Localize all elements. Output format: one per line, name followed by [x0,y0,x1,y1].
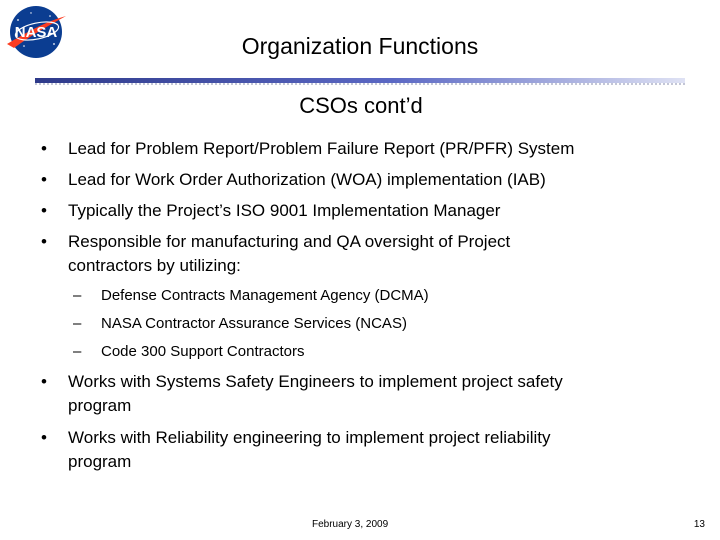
bullet-item [41,426,688,474]
bullet-item [41,199,688,223]
bullet-item [41,370,688,418]
bullet-text: Lead for Problem Report/Problem Failure Report (PR/PFR) System [68,139,575,158]
bullet-marker: • [41,139,47,158]
sub-bullet-item [73,342,661,362]
bullet-text-continued: program [68,396,132,415]
bullet-item [41,137,688,161]
sub-bullet-marker: – [73,343,82,360]
bullet-text: Typically the Project’s ISO 9001 Implementation Manager [68,201,501,220]
footer-date: February 3, 2009 [312,519,389,530]
sub-bullet-text: Code 300 Support Contractors [101,343,305,360]
bullet-marker: • [41,201,47,220]
bullet-text-continued: program [68,452,132,471]
bullet-marker: • [41,170,47,189]
sub-bullet-marker: – [73,315,82,332]
bullet-text: Works with Systems Safety Engineers to implement project safety [68,372,563,391]
bullet-marker: • [41,372,47,391]
page-number: 13 [693,519,705,530]
slide-title [0,33,720,60]
sub-bullet-text: NASA Contractor Assurance Services (NCAS) [101,315,407,332]
sub-bullet-item [73,286,661,306]
bullet-marker: • [41,232,47,251]
bullet-item [41,230,688,278]
sub-bullet-marker: – [73,287,82,304]
slide-subtitle-text: CSOs cont’d [299,93,423,118]
bullet-text: Lead for Work Order Authorization (WOA) implementation (IAB) [68,170,546,189]
bullet-marker: • [41,428,47,447]
slide-title-text: Organization Functions [241,33,479,59]
title-divider [35,78,685,83]
slide-subtitle [0,93,720,119]
bullet-text: Responsible for manufacturing and QA oversight of Project [68,232,511,251]
sub-bullet-text: Defense Contracts Management Agency (DCMA) [101,287,429,304]
bullet-item [41,168,688,192]
sub-bullet-item [73,314,661,334]
nasa-logo-text: NASA [14,24,58,41]
bullet-text: Works with Reliability engineering to implement project reliability [68,428,551,447]
bullet-text-continued: contractors by utilizing: [68,256,241,275]
